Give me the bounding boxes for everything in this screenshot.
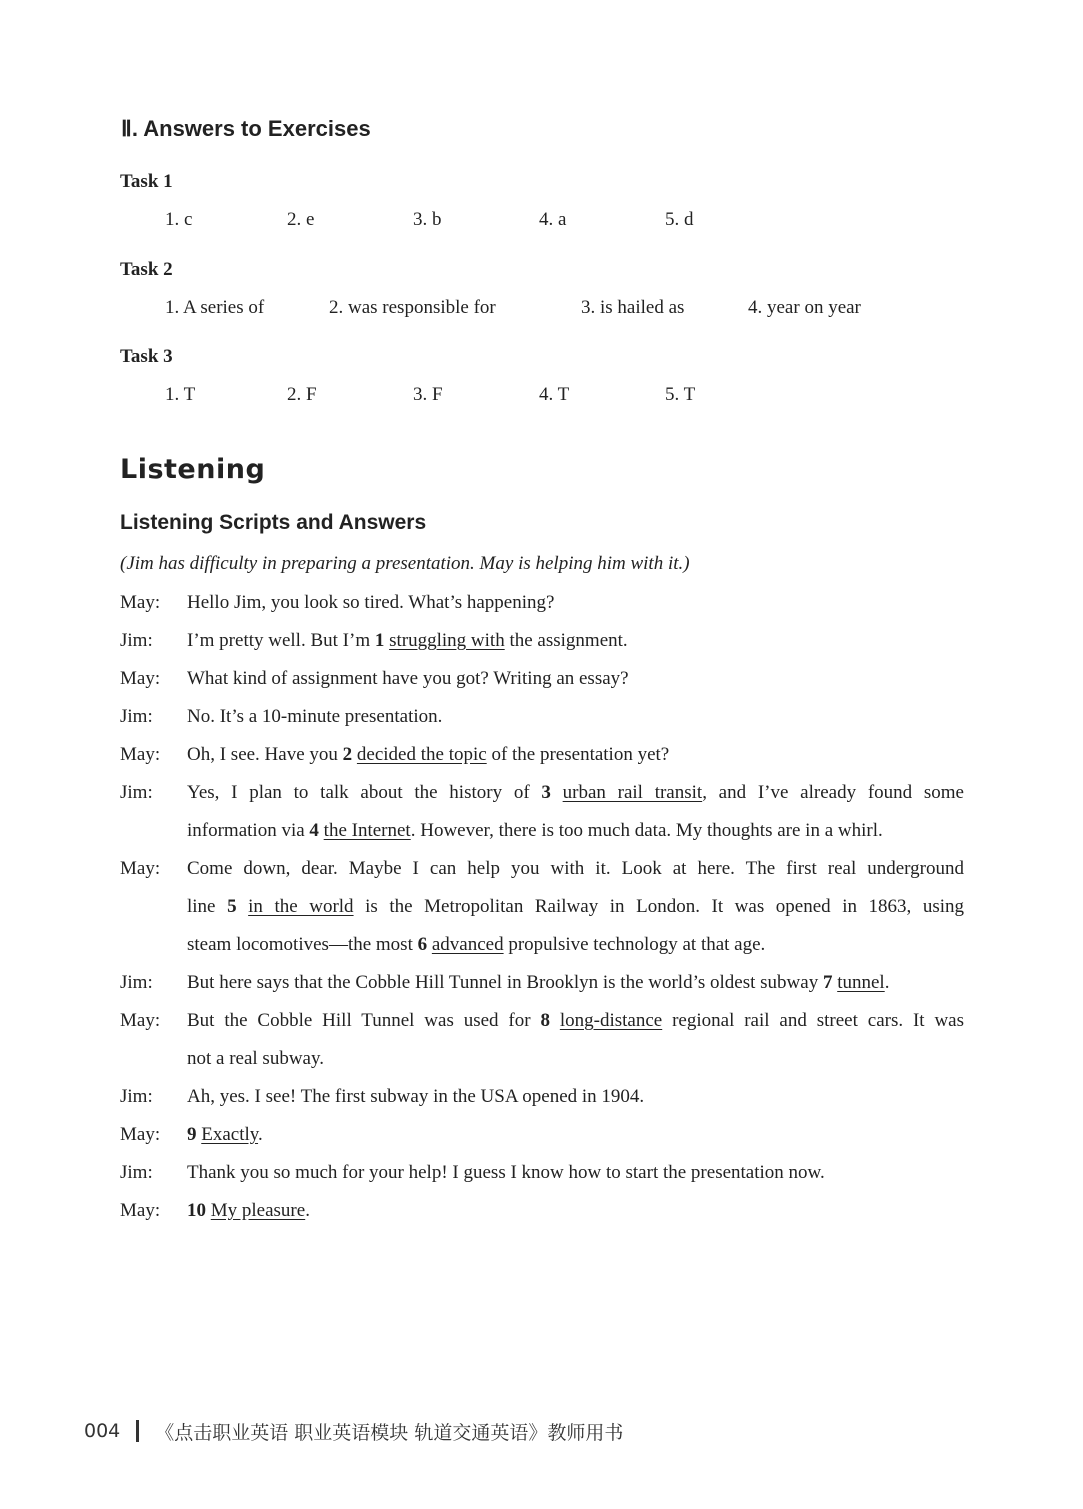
speaker-label: Jim: (120, 630, 153, 651)
blank-number: 4 (309, 820, 319, 841)
text-segment: . However, there is too much data. My thoughts are in a whirl. (410, 820, 883, 841)
task3-answer: 1. T (165, 384, 196, 405)
text-segment: Hello Jim, you look so tired. What’s happening? (187, 592, 555, 613)
dialogue-text (187, 660, 964, 698)
blank-number: 6 (417, 934, 428, 955)
footer-divider (136, 1420, 139, 1442)
text-segment: . (884, 972, 890, 993)
task2-answer: 3. is hailed as (581, 297, 685, 318)
text-segment (550, 1010, 560, 1031)
dialogue-text (187, 584, 964, 622)
task1-answer: 1. c (165, 209, 193, 230)
speaker-label: May: (120, 1010, 161, 1031)
dialogue-text (187, 1040, 964, 1078)
dialogue-text (187, 1154, 964, 1192)
text-segment: of the presentation yet? (486, 744, 670, 765)
speaker-label: May: (120, 858, 161, 879)
blank-number: 9 (187, 1124, 197, 1145)
speaker-label: May: (120, 1124, 161, 1145)
text-segment: steam locomotives—the most (187, 934, 418, 955)
speaker-label: May: (120, 744, 161, 765)
dialogue-text (187, 850, 964, 888)
speaker-label: Jim: (120, 1162, 153, 1183)
blank-number: 10 (187, 1200, 206, 1221)
task3-answer: 3. F (413, 384, 443, 405)
text-segment (551, 782, 563, 803)
book-title: 《点击职业英语 职业英语模块 轨道交通英语》教师用书 (155, 1421, 624, 1444)
text-segment: propulsive technology at that age. (503, 934, 766, 955)
task2-answer: 1. A series of (165, 297, 265, 318)
listening-heading: Listening (120, 454, 266, 485)
text-segment: . (305, 1200, 310, 1221)
answer-underlined: decided the topic (356, 744, 487, 765)
text-segment: But here says that the Cobble Hill Tunnel in Brooklyn is the world’s oldest subway (187, 972, 823, 993)
page-footer (84, 1416, 623, 1446)
text-segment: I’m pretty well. But I’m (187, 630, 375, 651)
dialogue-text (187, 774, 964, 812)
text-segment: , and I’ve already found some (702, 782, 964, 803)
speaker-label: May: (120, 668, 161, 689)
answer-underlined: advanced (431, 934, 504, 955)
text-segment: is the Metropolitan Railway in London. It was opened in 1863, using (353, 896, 965, 917)
answer-underlined: long-distance (559, 1010, 663, 1031)
blank-number: 3 (541, 782, 551, 803)
text-segment: Ah, yes. I see! The first subway in the USA opened in 1904. (187, 1086, 645, 1107)
task1-answer: 5. d (665, 209, 694, 230)
text-segment: line (187, 896, 228, 917)
dialogue-text (187, 1192, 964, 1230)
text-segment: information via (187, 820, 310, 841)
dialogue-text (187, 812, 964, 850)
task2-answer: 4. year on year (748, 297, 861, 318)
page-number: 004 (84, 1420, 121, 1442)
dialogue-text (187, 622, 964, 660)
blank-number: 7 (822, 972, 833, 993)
answer-underlined: urban rail transit (562, 782, 703, 803)
blank-number: 2 (342, 744, 353, 765)
task3-label: Task 3 (120, 346, 173, 367)
task3-answer: 5. T (665, 384, 696, 405)
dialogue-text (187, 1002, 964, 1040)
speaker-label: May: (120, 592, 161, 613)
dialogue-text (187, 698, 964, 736)
text-segment: But the Cobble Hill Tunnel was used for (187, 1010, 541, 1031)
speaker-label: Jim: (120, 1086, 153, 1107)
dialogue-text (187, 1078, 964, 1116)
speaker-label: May: (120, 1200, 161, 1221)
blank-number: 5 (227, 896, 237, 917)
answer-underlined: in the world (248, 896, 354, 917)
task1-answer: 3. b (413, 209, 442, 230)
text-segment: regional rail and street cars. It was (662, 1010, 965, 1031)
answer-underlined: Exactly (201, 1124, 259, 1145)
blank-number: 1 (374, 630, 385, 651)
text-segment: Oh, I see. Have you (187, 744, 343, 765)
text-segment: Yes, I plan to talk about the history of (187, 782, 542, 803)
task2-label: Task 2 (120, 259, 173, 280)
listening-subheading: Listening Scripts and Answers (120, 511, 427, 534)
dialogue-text (187, 736, 964, 774)
text-segment: Thank you so much for your help! I guess I know how to start the presentation now. (187, 1162, 825, 1183)
answer-underlined: the Internet (323, 820, 411, 841)
text-segment: not a real subway. (187, 1048, 324, 1069)
task1-label: Task 1 (120, 171, 173, 192)
text-segment: What kind of assignment have you got? Writing an essay? (187, 668, 629, 689)
task3-answer: 4. T (539, 384, 570, 405)
speaker-label: Jim: (120, 706, 153, 727)
task1-answer: 4. a (539, 209, 567, 230)
task1-answer: 2. e (287, 209, 315, 230)
answer-underlined: My pleasure (210, 1200, 306, 1221)
dialogue-text (187, 888, 964, 926)
speaker-label: Jim: (120, 782, 153, 803)
task2-answer: 2. was responsible for (329, 297, 496, 318)
text-segment: . (258, 1124, 263, 1145)
dialogue-text (187, 1116, 964, 1154)
task3-answer: 2. F (287, 384, 317, 405)
dialogue-intro: (Jim has difficulty in preparing a presentation. May is helping him with it.) (120, 553, 690, 574)
text-segment (237, 896, 249, 917)
text-segment: the assignment. (504, 630, 628, 651)
text-segment: No. It’s a 10-minute presentation. (187, 706, 443, 727)
dialogue-text (187, 926, 964, 964)
section-title: Ⅱ. Answers to Exercises (121, 116, 371, 141)
answer-underlined: tunnel (837, 972, 885, 993)
dialogue-text (187, 964, 964, 1002)
speaker-label: Jim: (120, 972, 153, 993)
text-segment: Come down, dear. Maybe I can help you with it. Look at here. The first real underground (187, 858, 964, 879)
blank-number: 8 (540, 1010, 550, 1031)
answer-underlined: struggling with (389, 630, 505, 651)
